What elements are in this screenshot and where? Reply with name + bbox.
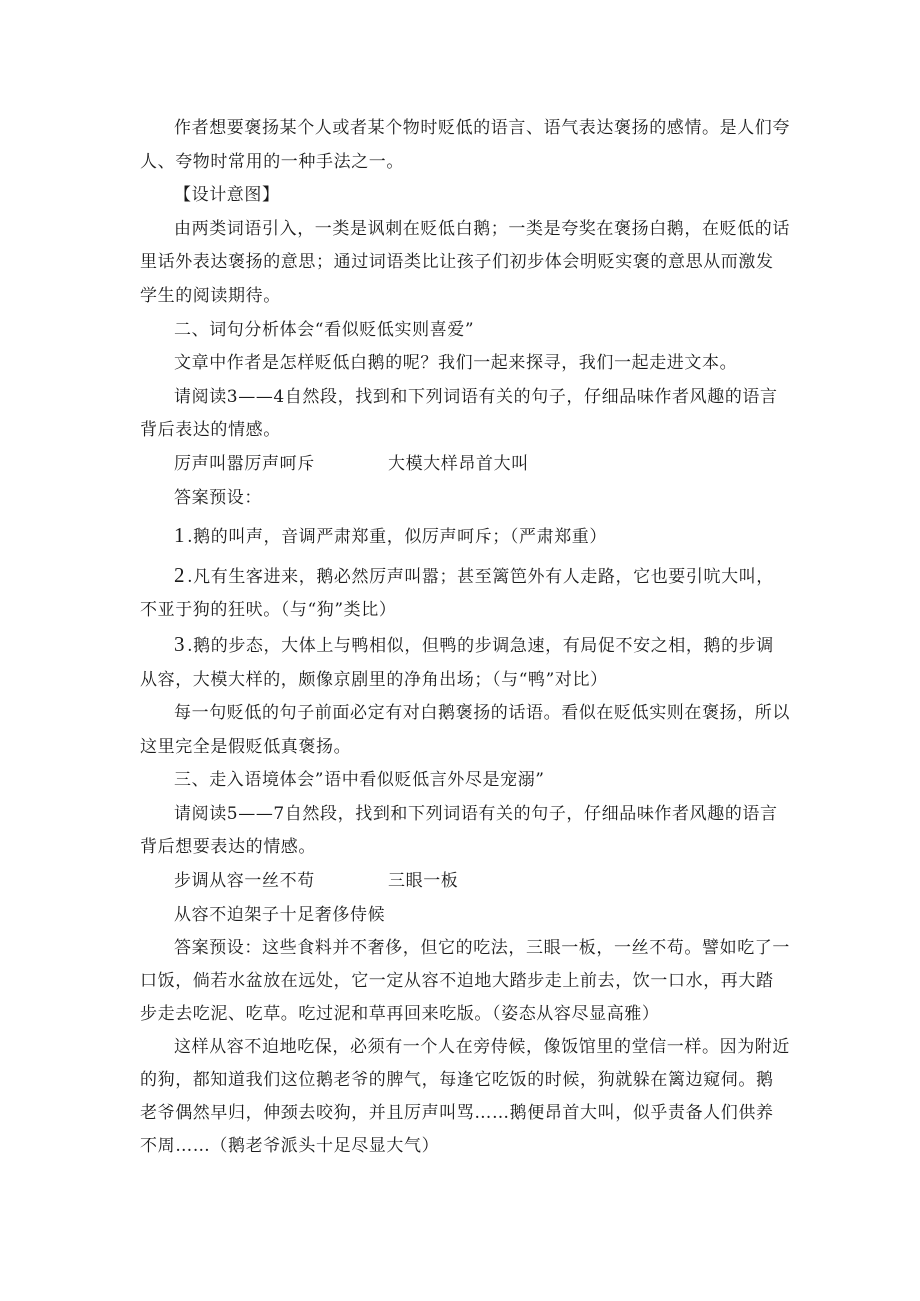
answer-item-2 xyxy=(140,559,790,628)
answer-item-3 xyxy=(140,628,790,697)
document-page xyxy=(140,112,790,1163)
paragraph-design-intent: 由两类词语引入，一类是讽刺在贬低白鹅；一类是夸奖在褒扬白鹅，在贬低的话里话外表达褒扬的意思；通过词语类比让孩子们初步体会明贬实褒的意思从而激发学生的阅读期待。 xyxy=(140,218,790,306)
paragraph-answer-2: 答案预设：这些食料并不奢侈，但它的吃法，三眼一板，一丝不苟。譬如吃了一口饭，倘若水盆放在远处，它一定从容不迫地大踏步走上前去，饮一口水，再大踏步走去吃泥、吃草。吃过泥和草再回来吃版。（姿态从容尽显高雅） xyxy=(140,938,790,1025)
answer-label-1: 答案预设： xyxy=(174,487,262,508)
item-number: 1 xyxy=(174,523,186,548)
item-text: .鹅的步态，大体上与鸭相似，但鸭的步调急速，有局促不安之相，鹅的步调从容，大模大样的，颇像京剧里的净角出场；（与“鸭”对比） xyxy=(140,635,774,690)
word-row-1 xyxy=(140,448,790,482)
section-heading-3: 三、走入语境体会”语中看似贬低言外尽是宠溺” xyxy=(174,770,545,791)
design-intent-heading: 【设计意图】 xyxy=(174,185,280,206)
paragraph-intro-question: 文章中作者是怎样贬低白鹅的呢？我们一起来探寻，我们一起走进文本。 xyxy=(174,353,738,374)
item-number: 2 xyxy=(174,562,186,587)
paragraph-reading-task-2: 请阅读5——7自然段，找到和下列词语有关的句子，仔细品味作者风趣的语言背后想要表达的情感。 xyxy=(140,803,778,858)
word-group-2b: 三眼一板 xyxy=(388,871,459,892)
paragraph-reading-task-1: 请阅读3——4自然段，找到和下列词语有关的句子，仔细品味作者风趣的语言背后表达的情感。 xyxy=(140,386,778,441)
word-group-2a: 步调从容一丝不苟 xyxy=(174,871,315,892)
paragraph-answer-3: 这样从容不迫地吃保，必须有一个人在旁侍候，像饭馆里的堂信一样。因为附近的狗，都知道我们这位鹅老爷的脾气，每逢它吃饭的时候，狗就躲在篱边窥伺。鹅老爷偶然早归，伸颈去咬狗，并且厉声叫骂……鹅便昂首大叫，似乎责备人们供养不周……（鹅老爷派头十足尽显大气） xyxy=(140,1037,790,1157)
section-heading-2: 二、词句分析体会“看似贬低实则喜爱” xyxy=(174,319,475,340)
word-group-1a: 厉声叫嚣厉声呵斥 xyxy=(174,453,315,474)
item-number: 3 xyxy=(174,631,186,656)
answer-item-1 xyxy=(140,519,790,555)
paragraph-definition: 作者想要褒扬某个人或者某个物时贬低的语言、语气表达褒扬的感情。是人们夸人、夸物时常用的一种手法之一。 xyxy=(140,118,790,172)
word-row-2 xyxy=(140,865,790,899)
word-row-3: 从容不迫架子十足奢侈侍候 xyxy=(174,904,386,925)
item-text: .鹅的叫声，音调严肃郑重，似厉声呵斥；（严肃郑重） xyxy=(187,527,608,548)
word-group-1b: 大模大样昂首大叫 xyxy=(388,453,529,474)
item-text: .凡有生客进来，鹅必然厉声叫嚣；甚至篱笆外有人走路，它也要引吭大叫，不亚于狗的狂吠。（与“狗”类比） xyxy=(140,566,774,621)
paragraph-summary-1: 每一句贬低的句子前面必定有对白鹅褒扬的话语。看似在贬低实则在褒扬，所以这里完全是假贬低真褒扬。 xyxy=(140,703,790,757)
